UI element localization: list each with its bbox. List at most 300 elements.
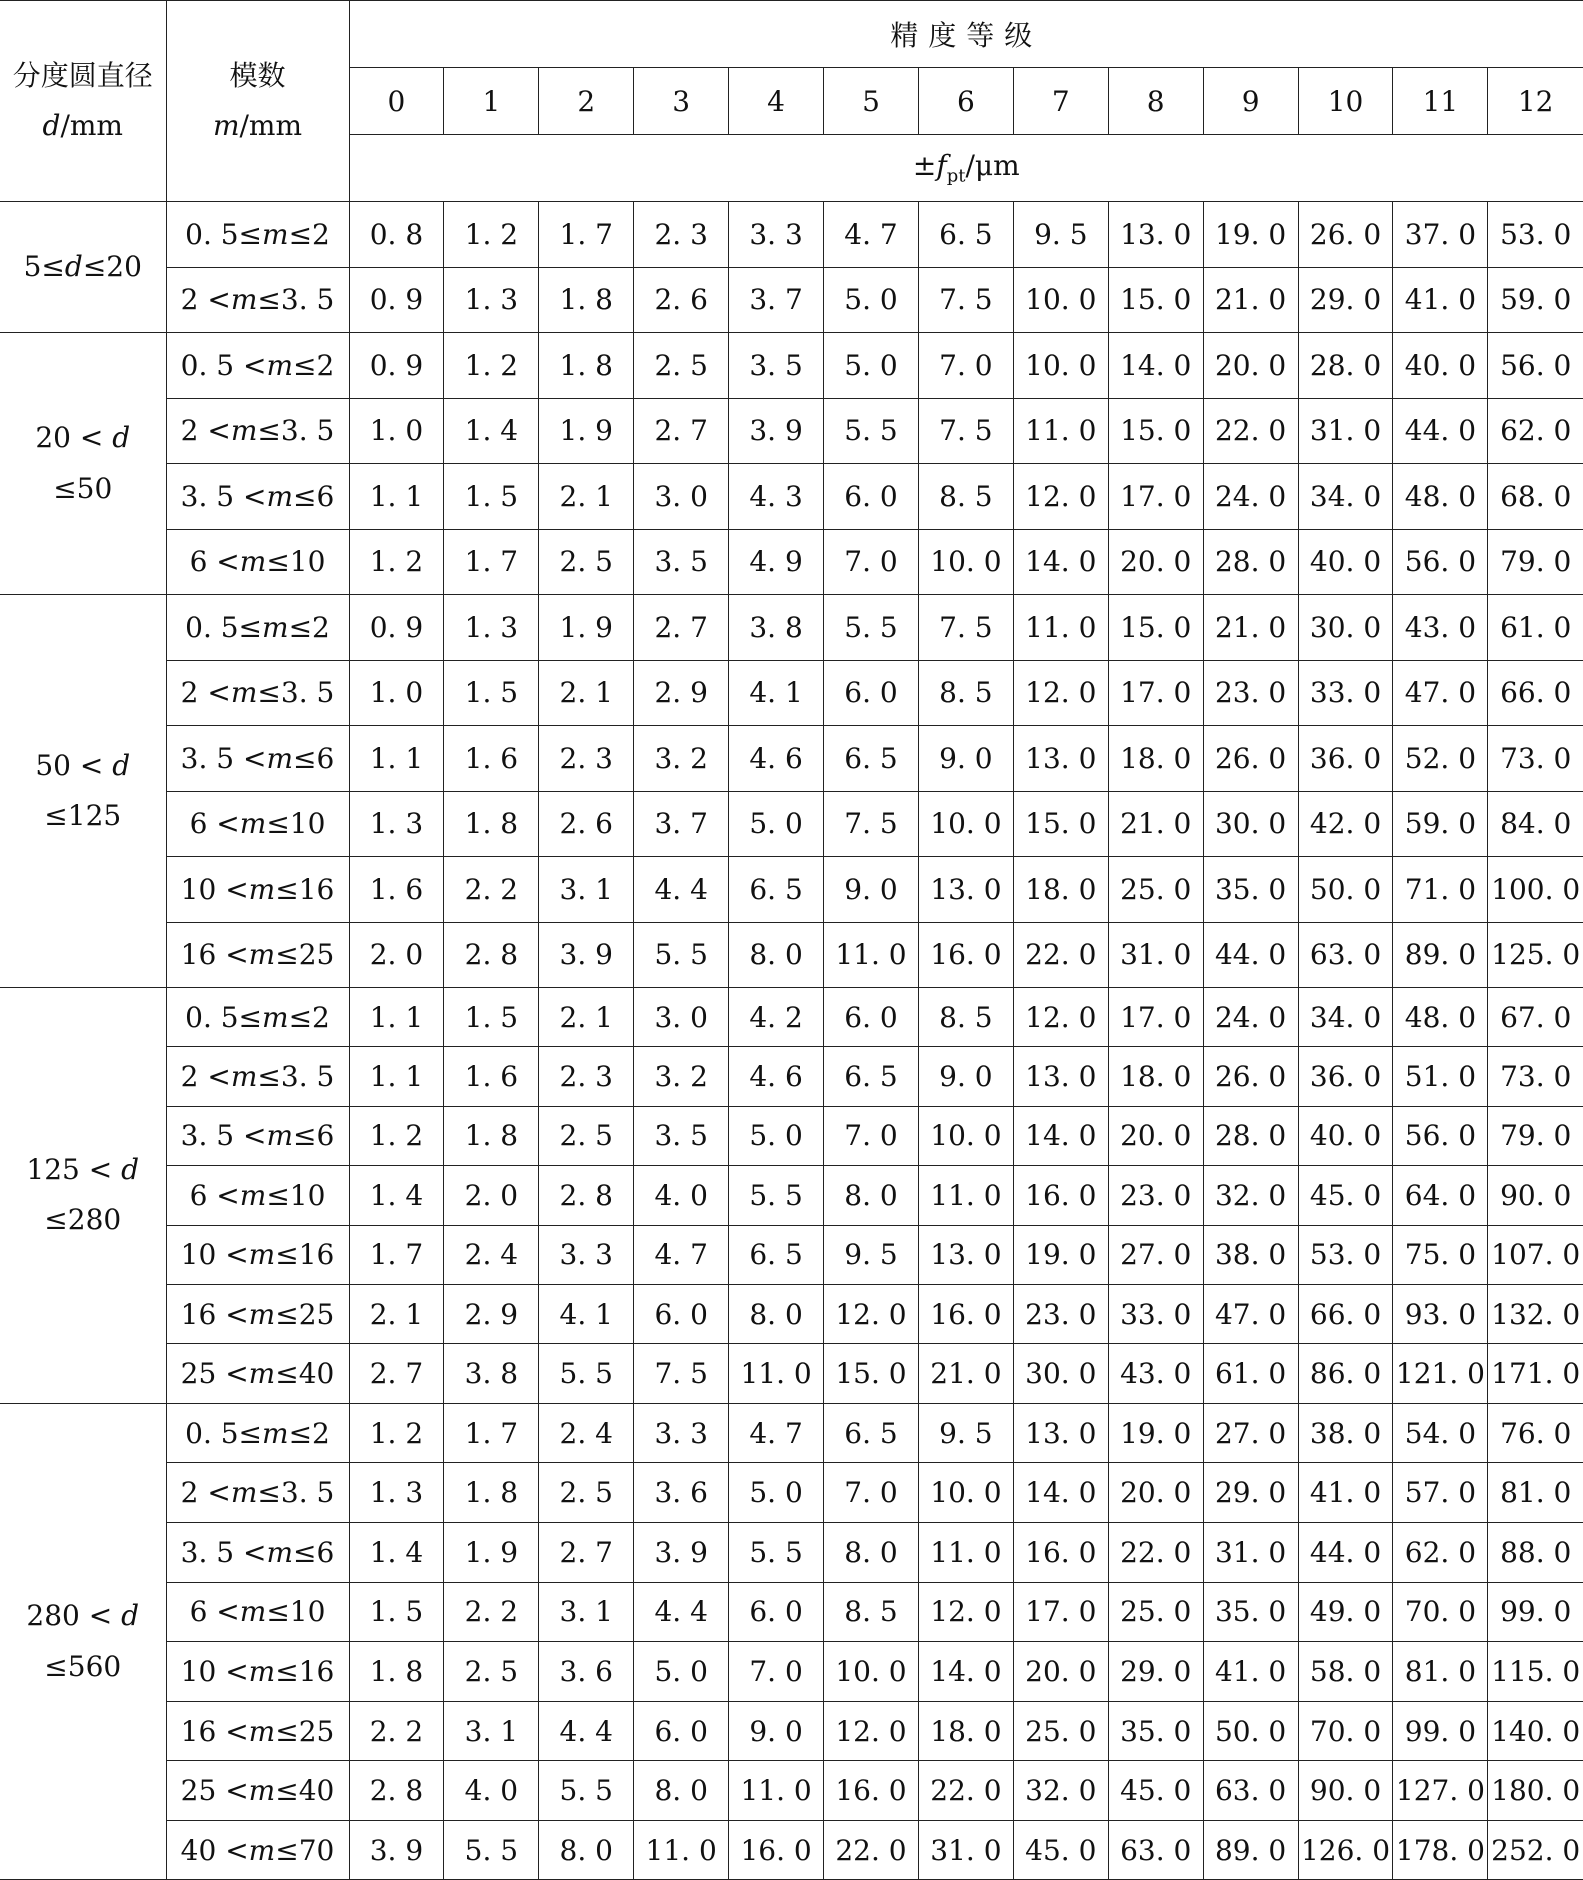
value-cell-grade-6: 10. 0 (918, 1106, 1013, 1165)
value-cell-grade-3: 5. 5 (634, 922, 729, 988)
value-cell-grade-6: 11. 0 (918, 1166, 1013, 1225)
value-cell-grade-6: 11. 0 (918, 1522, 1013, 1582)
module-range-prefix: 16 < (180, 1714, 249, 1748)
value-cell-grade-3: 2. 7 (634, 595, 729, 661)
value-cell-grade-4: 4. 9 (729, 529, 824, 595)
table-row (0, 1225, 1583, 1284)
value-cell-grade-11: 57. 0 (1393, 1463, 1488, 1523)
table-row (0, 595, 1583, 661)
table-row (0, 1463, 1583, 1523)
value-cell-grade-9: 21. 0 (1203, 595, 1298, 661)
module-range-symbol: m (262, 217, 289, 251)
value-cell-grade-12: 73. 0 (1488, 1047, 1583, 1106)
table-row (0, 1642, 1583, 1702)
table-row (0, 267, 1583, 333)
module-range-cell (166, 1701, 349, 1761)
diameter-range-line2 (0, 464, 166, 514)
value-cell-grade-8: 25. 0 (1108, 857, 1203, 923)
module-range-suffix: ≤70 (275, 1833, 335, 1867)
value-cell-grade-0: 2. 7 (349, 1344, 444, 1403)
value-cell-grade-1: 1. 9 (444, 1522, 539, 1582)
value-cell-grade-0: 1. 4 (349, 1522, 444, 1582)
value-cell-grade-7: 10. 0 (1013, 267, 1108, 333)
diameter-range-cell (0, 595, 166, 988)
module-range-suffix: ≤6 (293, 1119, 335, 1153)
value-cell-grade-12: 171. 0 (1488, 1344, 1583, 1403)
diameter-range-suffix: ≤560 (44, 1649, 122, 1683)
table-row (0, 922, 1583, 988)
value-cell-grade-4: 11. 0 (729, 1344, 824, 1403)
value-cell-grade-6: 9. 0 (918, 1047, 1013, 1106)
value-cell-grade-2: 4. 1 (539, 1284, 634, 1343)
value-cell-grade-2: 1. 8 (539, 333, 634, 399)
value-cell-grade-3: 4. 4 (634, 1582, 729, 1642)
value-cell-grade-3: 3. 0 (634, 988, 729, 1047)
module-range-suffix: ≤6 (293, 741, 335, 775)
diameter-range-symbol: d (121, 1599, 140, 1633)
value-cell-grade-11: 37. 0 (1393, 202, 1488, 268)
module-range-cell (166, 1582, 349, 1642)
value-cell-grade-9: 89. 0 (1203, 1820, 1298, 1880)
value-cell-grade-10: 26. 0 (1298, 202, 1393, 268)
value-cell-grade-5: 15. 0 (824, 1344, 919, 1403)
value-cell-grade-12: 68. 0 (1488, 464, 1583, 530)
module-range-prefix: 0. 5≤ (185, 1416, 263, 1450)
value-cell-grade-11: 127. 0 (1393, 1761, 1488, 1821)
value-cell-grade-4: 11. 0 (729, 1761, 824, 1821)
module-range-symbol: m (248, 1654, 276, 1688)
diameter-range-suffix: ≤125 (44, 799, 122, 832)
header-grade-10: 10 (1298, 68, 1393, 135)
module-range-prefix: 25 < (180, 1357, 249, 1391)
module-range-cell (166, 988, 349, 1047)
table-row (0, 726, 1583, 792)
value-cell-grade-7: 13. 0 (1013, 726, 1108, 792)
module-range-prefix: 2 < (180, 414, 231, 448)
module-range-suffix: ≤16 (275, 1238, 335, 1272)
value-cell-grade-10: 63. 0 (1298, 922, 1393, 988)
value-cell-grade-0: 0. 9 (349, 333, 444, 399)
module-range-suffix: ≤16 (275, 1654, 335, 1688)
module-range-prefix: 0. 5≤ (185, 1000, 263, 1034)
value-cell-grade-6: 10. 0 (918, 1463, 1013, 1523)
diameter-range-line1 (0, 1145, 166, 1195)
module-range-suffix: ≤40 (275, 1357, 335, 1391)
value-cell-grade-3: 3. 5 (634, 529, 729, 595)
value-cell-grade-2: 3. 3 (539, 1225, 634, 1284)
module-range-cell (166, 529, 349, 595)
module-range-symbol: m (266, 1119, 294, 1153)
module-range-cell (166, 1463, 349, 1523)
value-cell-grade-12: 61. 0 (1488, 595, 1583, 661)
value-cell-grade-11: 48. 0 (1393, 464, 1488, 530)
header-module (166, 1, 349, 202)
value-cell-grade-10: 90. 0 (1298, 1761, 1393, 1821)
header-unit (349, 135, 1583, 202)
module-range-prefix: 2 < (180, 1476, 231, 1510)
diameter-range-line2 (0, 1642, 166, 1692)
value-cell-grade-8: 31. 0 (1108, 922, 1203, 988)
value-cell-grade-5: 9. 0 (824, 857, 919, 923)
value-cell-grade-9: 29. 0 (1203, 1463, 1298, 1523)
module-range-prefix: 10 < (180, 1654, 249, 1688)
value-cell-grade-9: 32. 0 (1203, 1166, 1298, 1225)
value-cell-grade-12: 76. 0 (1488, 1403, 1583, 1463)
module-range-prefix: 0. 5 < (180, 348, 267, 382)
value-cell-grade-2: 2. 1 (539, 464, 634, 530)
value-cell-grade-4: 4. 6 (729, 726, 824, 792)
module-range-symbol: m (248, 1714, 276, 1748)
value-cell-grade-4: 4. 1 (729, 660, 824, 726)
value-cell-grade-10: 31. 0 (1298, 398, 1393, 464)
value-cell-grade-8: 15. 0 (1108, 398, 1203, 464)
value-cell-grade-10: 70. 0 (1298, 1701, 1393, 1761)
value-cell-grade-3: 2. 5 (634, 333, 729, 399)
module-range-prefix: 3. 5 < (180, 479, 267, 513)
value-cell-grade-1: 1. 6 (444, 726, 539, 792)
value-cell-grade-4: 5. 0 (729, 1463, 824, 1523)
value-cell-grade-11: 41. 0 (1393, 267, 1488, 333)
table-row (0, 1344, 1583, 1403)
value-cell-grade-6: 13. 0 (918, 857, 1013, 923)
header-grade-7: 7 (1013, 68, 1108, 135)
value-cell-grade-2: 3. 9 (539, 922, 634, 988)
value-cell-grade-4: 6. 5 (729, 857, 824, 923)
value-cell-grade-5: 8. 0 (824, 1522, 919, 1582)
value-cell-grade-7: 13. 0 (1013, 1403, 1108, 1463)
value-cell-grade-3: 3. 2 (634, 1047, 729, 1106)
value-cell-grade-12: 56. 0 (1488, 333, 1583, 399)
value-cell-grade-1: 1. 3 (444, 267, 539, 333)
value-cell-grade-0: 1. 3 (349, 1463, 444, 1523)
value-cell-grade-6: 12. 0 (918, 1582, 1013, 1642)
table-row (0, 1761, 1583, 1821)
value-cell-grade-3: 2. 9 (634, 660, 729, 726)
value-cell-grade-0: 1. 0 (349, 660, 444, 726)
value-cell-grade-1: 1. 8 (444, 1463, 539, 1523)
diameter-range-symbol: d (121, 1152, 140, 1186)
value-cell-grade-11: 70. 0 (1393, 1582, 1488, 1642)
value-cell-grade-4: 5. 0 (729, 791, 824, 857)
value-cell-grade-10: 28. 0 (1298, 333, 1393, 399)
value-cell-grade-5: 5. 0 (824, 333, 919, 399)
value-cell-grade-3: 6. 0 (634, 1284, 729, 1343)
value-cell-grade-0: 2. 8 (349, 1761, 444, 1821)
table-row (0, 1106, 1583, 1165)
value-cell-grade-7: 10. 0 (1013, 333, 1108, 399)
module-range-prefix: 3. 5 < (180, 1119, 267, 1153)
module-range-suffix: ≤3. 5 (257, 283, 335, 317)
diameter-range-line2 (0, 791, 166, 841)
value-cell-grade-1: 5. 5 (444, 1820, 539, 1880)
value-cell-grade-1: 1. 5 (444, 988, 539, 1047)
value-cell-grade-0: 2. 2 (349, 1701, 444, 1761)
value-cell-grade-7: 18. 0 (1013, 857, 1108, 923)
value-cell-grade-12: 67. 0 (1488, 988, 1583, 1047)
module-range-cell (166, 1225, 349, 1284)
value-cell-grade-1: 1. 3 (444, 595, 539, 661)
value-cell-grade-7: 11. 0 (1013, 595, 1108, 661)
module-range-suffix: ≤10 (266, 1178, 326, 1212)
value-cell-grade-11: 43. 0 (1393, 595, 1488, 661)
value-cell-grade-10: 30. 0 (1298, 595, 1393, 661)
value-cell-grade-5: 4. 7 (824, 202, 919, 268)
header-diameter (0, 1, 166, 202)
diameter-range-prefix: 20 < (35, 421, 104, 455)
value-cell-grade-9: 63. 0 (1203, 1761, 1298, 1821)
value-cell-grade-6: 8. 5 (918, 988, 1013, 1047)
value-cell-grade-8: 15. 0 (1108, 267, 1203, 333)
value-cell-grade-5: 12. 0 (824, 1701, 919, 1761)
value-cell-grade-8: 33. 0 (1108, 1284, 1203, 1343)
value-cell-grade-9: 28. 0 (1203, 529, 1298, 595)
module-range-symbol: m (230, 1476, 258, 1510)
value-cell-grade-8: 29. 0 (1108, 1642, 1203, 1702)
value-cell-grade-12: 62. 0 (1488, 398, 1583, 464)
value-cell-grade-11: 89. 0 (1393, 922, 1488, 988)
value-cell-grade-8: 15. 0 (1108, 595, 1203, 661)
value-cell-grade-7: 14. 0 (1013, 529, 1108, 595)
value-cell-grade-7: 32. 0 (1013, 1761, 1108, 1821)
table-row (0, 1582, 1583, 1642)
module-range-suffix: ≤10 (266, 1595, 326, 1629)
value-cell-grade-3: 2. 7 (634, 398, 729, 464)
module-range-cell (166, 1522, 349, 1582)
diameter-range-suffix: ≤20 (82, 249, 142, 283)
value-cell-grade-8: 13. 0 (1108, 202, 1203, 268)
value-cell-grade-8: 17. 0 (1108, 464, 1203, 530)
header-grade-12: 12 (1488, 68, 1583, 135)
value-cell-grade-11: 47. 0 (1393, 660, 1488, 726)
header-module-title: 模数 (229, 58, 286, 92)
module-range-cell (166, 464, 349, 530)
value-cell-grade-2: 2. 4 (539, 1403, 634, 1463)
header-grade-4: 4 (729, 68, 824, 135)
module-range-cell (166, 1642, 349, 1702)
value-cell-grade-9: 30. 0 (1203, 791, 1298, 857)
value-cell-grade-1: 3. 1 (444, 1701, 539, 1761)
value-cell-grade-6: 21. 0 (918, 1344, 1013, 1403)
value-cell-grade-1: 1. 5 (444, 660, 539, 726)
value-cell-grade-2: 2. 1 (539, 988, 634, 1047)
value-cell-grade-6: 6. 5 (918, 202, 1013, 268)
value-cell-grade-10: 33. 0 (1298, 660, 1393, 726)
module-range-prefix: 10 < (180, 872, 249, 906)
module-range-prefix: 10 < (180, 1238, 249, 1272)
module-range-cell (166, 595, 349, 661)
value-cell-grade-9: 44. 0 (1203, 922, 1298, 988)
value-cell-grade-5: 8. 5 (824, 1582, 919, 1642)
value-cell-grade-0: 1. 1 (349, 1047, 444, 1106)
value-cell-grade-8: 22. 0 (1108, 1522, 1203, 1582)
value-cell-grade-7: 11. 0 (1013, 398, 1108, 464)
value-cell-grade-8: 18. 0 (1108, 1047, 1203, 1106)
value-cell-grade-10: 41. 0 (1298, 1463, 1393, 1523)
module-range-prefix: 6 < (189, 1595, 240, 1629)
value-cell-grade-6: 18. 0 (918, 1701, 1013, 1761)
value-cell-grade-12: 115. 0 (1488, 1642, 1583, 1702)
table-row (0, 1166, 1583, 1225)
value-cell-grade-11: 62. 0 (1393, 1522, 1488, 1582)
value-cell-grade-7: 14. 0 (1013, 1463, 1108, 1523)
value-cell-grade-7: 16. 0 (1013, 1522, 1108, 1582)
diameter-range-prefix: 5≤ (23, 249, 65, 283)
value-cell-grade-5: 10. 0 (824, 1642, 919, 1702)
header-diameter-unit-text: /mm (60, 109, 123, 142)
value-cell-grade-8: 23. 0 (1108, 1166, 1203, 1225)
module-range-suffix: ≤40 (275, 1774, 335, 1808)
module-range-prefix: 3. 5 < (180, 1535, 267, 1569)
module-range-prefix: 2 < (180, 676, 231, 710)
header-diameter-unit (0, 101, 166, 151)
diameter-range-cell (0, 202, 166, 333)
value-cell-grade-9: 41. 0 (1203, 1642, 1298, 1702)
header-grade-6: 6 (918, 68, 1013, 135)
value-cell-grade-1: 1. 5 (444, 464, 539, 530)
value-cell-grade-3: 4. 0 (634, 1166, 729, 1225)
value-cell-grade-0: 0. 9 (349, 267, 444, 333)
value-cell-grade-1: 2. 2 (444, 1582, 539, 1642)
value-cell-grade-5: 5. 0 (824, 267, 919, 333)
value-cell-grade-12: 99. 0 (1488, 1582, 1583, 1642)
value-cell-grade-12: 88. 0 (1488, 1522, 1583, 1582)
table-row (0, 529, 1583, 595)
value-cell-grade-0: 1. 0 (349, 398, 444, 464)
value-cell-grade-9: 22. 0 (1203, 398, 1298, 464)
value-cell-grade-9: 21. 0 (1203, 267, 1298, 333)
value-cell-grade-5: 7. 0 (824, 1106, 919, 1165)
diameter-range-cell (0, 1403, 166, 1880)
value-cell-grade-11: 59. 0 (1393, 791, 1488, 857)
diameter-range-suffix: ≤50 (53, 471, 113, 505)
value-cell-grade-0: 1. 2 (349, 1403, 444, 1463)
value-cell-grade-2: 1. 7 (539, 202, 634, 268)
module-range-cell (166, 1761, 349, 1821)
value-cell-grade-12: 79. 0 (1488, 1106, 1583, 1165)
value-cell-grade-10: 40. 0 (1298, 1106, 1393, 1165)
table-row (0, 333, 1583, 399)
header-grade-title: 精度等级 (349, 1, 1583, 68)
value-cell-grade-7: 22. 0 (1013, 922, 1108, 988)
module-range-cell (166, 398, 349, 464)
diameter-range-cell (0, 988, 166, 1404)
value-cell-grade-8: 20. 0 (1108, 1463, 1203, 1523)
value-cell-grade-2: 2. 7 (539, 1522, 634, 1582)
value-cell-grade-10: 42. 0 (1298, 791, 1393, 857)
module-range-suffix: ≤16 (275, 872, 335, 906)
header-module-unit (167, 101, 349, 151)
value-cell-grade-12: 79. 0 (1488, 529, 1583, 595)
module-range-suffix: ≤2 (288, 610, 330, 644)
module-range-symbol: m (248, 938, 276, 972)
module-range-suffix: ≤10 (266, 807, 326, 841)
value-cell-grade-5: 6. 0 (824, 988, 919, 1047)
value-cell-grade-7: 45. 0 (1013, 1820, 1108, 1880)
value-cell-grade-1: 2. 0 (444, 1166, 539, 1225)
table-row (0, 464, 1583, 530)
value-cell-grade-7: 19. 0 (1013, 1225, 1108, 1284)
value-cell-grade-11: 75. 0 (1393, 1225, 1488, 1284)
module-range-symbol: m (239, 1178, 267, 1212)
table-row (0, 988, 1583, 1047)
table-row (0, 1403, 1583, 1463)
value-cell-grade-3: 5. 0 (634, 1642, 729, 1702)
value-cell-grade-4: 4. 3 (729, 464, 824, 530)
value-cell-grade-11: 44. 0 (1393, 398, 1488, 464)
value-cell-grade-8: 43. 0 (1108, 1344, 1203, 1403)
value-cell-grade-7: 12. 0 (1013, 464, 1108, 530)
module-range-symbol: m (239, 545, 267, 579)
module-range-symbol: m (262, 610, 289, 644)
value-cell-grade-3: 11. 0 (634, 1820, 729, 1880)
value-cell-grade-5: 7. 0 (824, 529, 919, 595)
value-cell-grade-11: 81. 0 (1393, 1642, 1488, 1702)
value-cell-grade-2: 3. 1 (539, 1582, 634, 1642)
module-range-prefix: 16 < (180, 1297, 249, 1331)
value-cell-grade-5: 11. 0 (824, 922, 919, 988)
diameter-range-cell (0, 333, 166, 595)
diameter-range-symbol: d (112, 421, 131, 455)
table-row (0, 1047, 1583, 1106)
value-cell-grade-8: 17. 0 (1108, 988, 1203, 1047)
module-range-suffix: ≤2 (288, 1416, 330, 1450)
value-cell-grade-6: 9. 5 (918, 1403, 1013, 1463)
module-range-prefix: 2 < (180, 1060, 231, 1094)
module-range-cell (166, 1820, 349, 1880)
module-range-cell (166, 267, 349, 333)
diameter-range-prefix: 50 < (35, 748, 104, 782)
value-cell-grade-0: 1. 1 (349, 726, 444, 792)
value-cell-grade-1: 2. 9 (444, 1284, 539, 1343)
value-cell-grade-2: 2. 1 (539, 660, 634, 726)
value-cell-grade-3: 3. 6 (634, 1463, 729, 1523)
value-cell-grade-8: 25. 0 (1108, 1582, 1203, 1642)
module-range-suffix: ≤6 (293, 479, 335, 513)
value-cell-grade-3: 2. 6 (634, 267, 729, 333)
value-cell-grade-12: 66. 0 (1488, 660, 1583, 726)
value-cell-grade-6: 9. 0 (918, 726, 1013, 792)
value-cell-grade-5: 6. 5 (824, 1047, 919, 1106)
value-cell-grade-12: 180. 0 (1488, 1761, 1583, 1821)
value-cell-grade-12: 100. 0 (1488, 857, 1583, 923)
header-grade-5: 5 (824, 68, 919, 135)
value-cell-grade-11: 56. 0 (1393, 529, 1488, 595)
module-range-symbol: m (266, 741, 294, 775)
table-row (0, 857, 1583, 923)
value-cell-grade-8: 19. 0 (1108, 1403, 1203, 1463)
diameter-range-line1 (0, 413, 166, 463)
value-cell-grade-6: 13. 0 (918, 1225, 1013, 1284)
value-cell-grade-4: 4. 6 (729, 1047, 824, 1106)
value-cell-grade-2: 2. 5 (539, 529, 634, 595)
header-unit-symbol: f (936, 149, 947, 183)
module-range-cell (166, 726, 349, 792)
value-cell-grade-9: 19. 0 (1203, 202, 1298, 268)
value-cell-grade-4: 6. 5 (729, 1225, 824, 1284)
value-cell-grade-2: 3. 6 (539, 1642, 634, 1702)
value-cell-grade-4: 6. 0 (729, 1582, 824, 1642)
module-range-suffix: ≤2 (288, 1000, 330, 1034)
value-cell-grade-1: 1. 8 (444, 791, 539, 857)
diameter-range-line1 (0, 741, 166, 791)
value-cell-grade-9: 24. 0 (1203, 988, 1298, 1047)
value-cell-grade-0: 0. 8 (349, 202, 444, 268)
value-cell-grade-5: 12. 0 (824, 1284, 919, 1343)
value-cell-grade-3: 6. 0 (634, 1701, 729, 1761)
module-range-prefix: 0. 5≤ (185, 610, 263, 644)
value-cell-grade-2: 3. 1 (539, 857, 634, 923)
value-cell-grade-5: 16. 0 (824, 1761, 919, 1821)
